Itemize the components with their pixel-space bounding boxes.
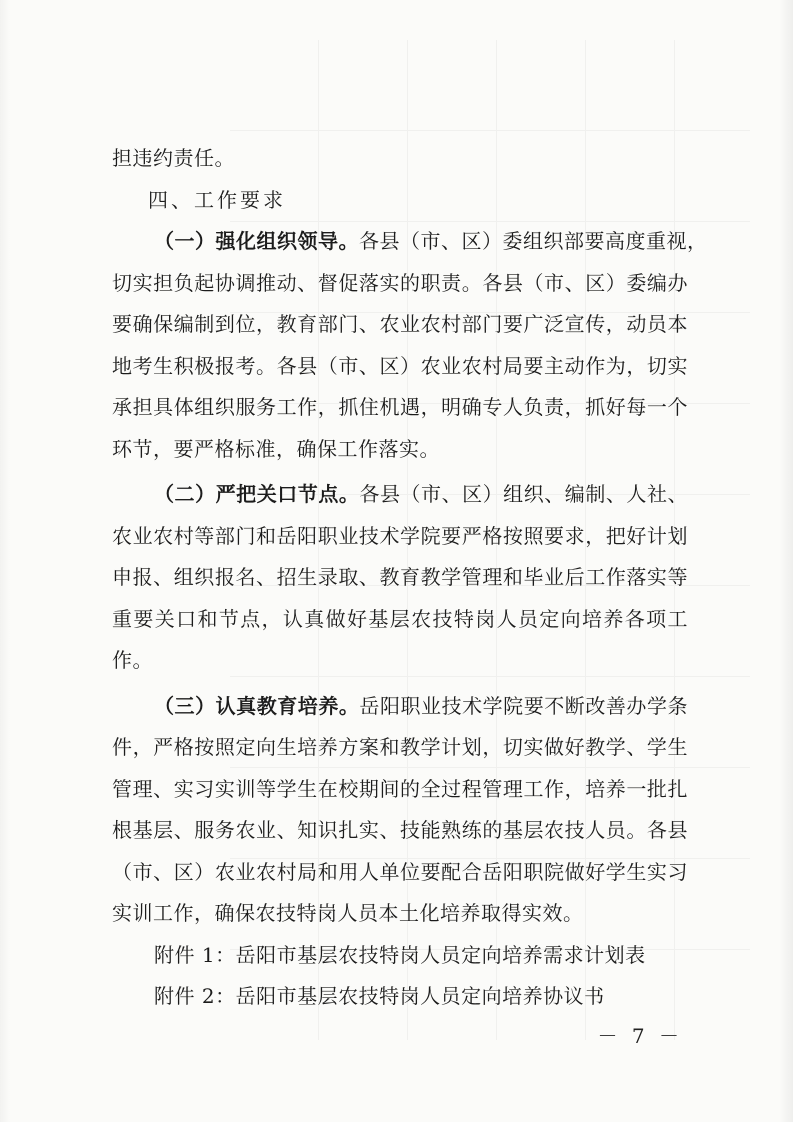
paragraph-lead: （三）认真教育培养。 <box>154 693 360 718</box>
text-line: 切实担负起协调推动、督促落实的职责。各县（市、区）委编办 <box>112 270 688 295</box>
text-line: 件，严格按照定向生培养方案和教学计划，切实做好教学、学生 <box>112 735 688 759</box>
text-line: 担违约责任。 <box>112 146 235 170</box>
paragraph-education-training <box>112 686 688 935</box>
attachment-item: 附件 2：岳阳市基层农技特岗人员定向培养协议书 <box>154 984 605 1008</box>
text-line: 农业农村等部门和岳阳职业技术学院要严格按照要求，把好计划 <box>112 523 688 548</box>
document-body <box>112 138 708 1018</box>
text-line: 申报、组织报名、招生录取、教育教学管理和毕业后工作落实等 <box>112 565 688 589</box>
text-line: 管理、实习实训等学生在校期间的全过程管理工作，培养一批扎 <box>112 776 688 801</box>
paragraph-checkpoints <box>112 474 688 682</box>
paragraph-organization-leadership <box>112 221 708 470</box>
text-line: 根基层、服务农业、知识扎实、技能熟练的基层农技人员。各县 <box>112 818 688 842</box>
paragraph-text: 岳阳职业技术学院要不断改善办学条 <box>359 693 689 718</box>
paragraph-first-line <box>112 221 708 263</box>
paragraph-text: 各县（市、区）委组织部要高度重视， <box>359 229 708 253</box>
text-line: 要确保编制到位，教育部门、农业农村部门要广泛宣传，动员本 <box>112 312 688 336</box>
text-line: 重要关口和节点，认真做好基层农技特岗人员定向培养各项工 <box>112 606 688 631</box>
paragraph-first-line <box>112 686 688 728</box>
attachment-item: 附件 1：岳阳市基层农技特岗人员定向培养需求计划表 <box>154 942 646 967</box>
section-heading: 四、工作要求 <box>148 187 286 212</box>
text-line: 作。 <box>112 648 153 672</box>
paragraph-lead: （一）强化组织领导。 <box>154 229 359 253</box>
page-number: － 7 － <box>597 1024 683 1048</box>
paragraph-text: 各县（市、区）组织、编制、人社、 <box>359 482 689 506</box>
attachments-list <box>112 935 688 1018</box>
paragraph-first-line <box>112 474 688 516</box>
text-line: 地考生积极报考。各县（市、区）农业农村局要主动作为，切实 <box>112 353 688 378</box>
text-line: 实训工作，确保农技特岗人员本土化培养取得实效。 <box>112 901 584 925</box>
text-line: （市、区）农业农村局和用人单位要配合岳阳职院做好学生实习 <box>112 859 688 884</box>
text-line: 环节，要严格标准，确保工作落实。 <box>112 436 440 461</box>
text-line: 承担具体组织服务工作，抓住机遇，明确专人负责，抓好每一个 <box>112 395 688 419</box>
paragraph-lead: （二）严把关口节点。 <box>154 482 360 506</box>
